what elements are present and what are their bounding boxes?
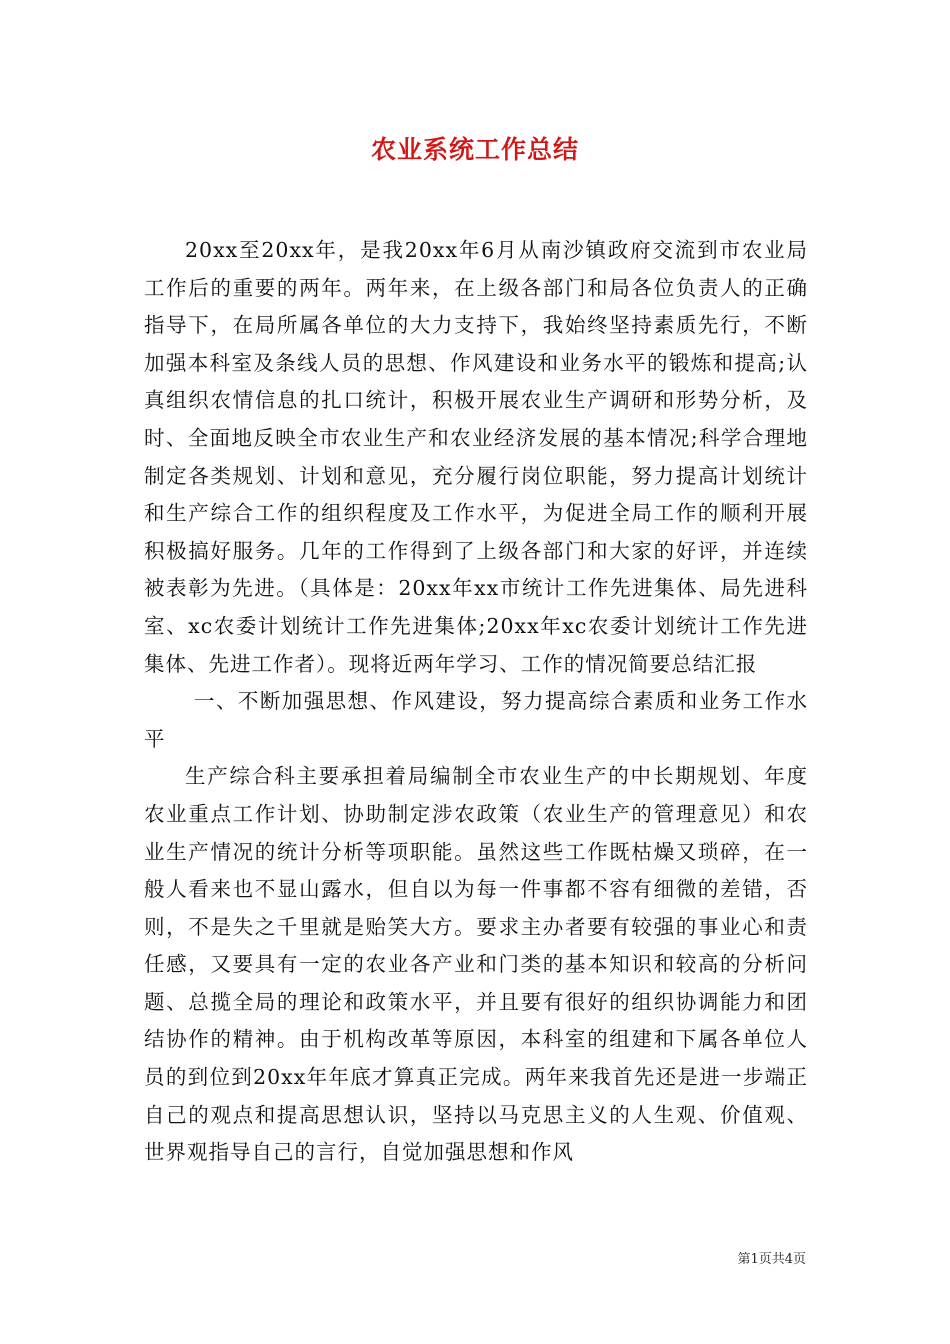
paragraph-section-1: 生产综合科主要承担着局编制全市农业生产的中长期规划、年度农业重点工作计划、协助制定涉农政策（农业生产的管理意见）和农业生产情况的统计分析等项职能。虽然这些工作既枯燥又琐碎，在一般人看来也不显山露水，但自以为每一件事都不容有细微的差错，否则，不是失之千里就是贻笑大方。要求主办者要有较强的事业心和责任感，又要具有一定的农业各产业和门类的基本知识和较高的分析问题、总揽全局的理论和政策水平，并且要有很好的组织协调能力和团结协作的精神。由于机构改革等原因，本科室的组建和下属各单位人员的到位到20xx年年底才算真正完成。两年来我首先还是进一步端正自己的观点和提高思想认识，坚持以马克思主义的人生观、价值观、世界观指导自己的言行，自觉加强思想和作风 — [144, 764, 808, 1165]
document-title: 农业系统工作总结 — [370, 135, 579, 164]
document-body — [144, 232, 808, 1172]
paragraph-intro: 20xx至20xx年，是我20xx年6月从南沙镇政府交流到市农业局工作后的重要的两年。两年来，在上级各部门和局各位负责人的正确指导下，在局所属各单位的大力支持下，我始终坚持素质先行，不断加强本科室及条线人员的思想、作风建设和业务水平的锻炼和提高;认真组织农情信息的扎口统计，积极开展农业生产调研和形势分析，及时、全面地反映全市农业生产和农业经济发展的基本情况;科学合理地制定各类规划、计划和意见，充分履行岗位职能，努力提高计划统计和生产综合工作的组织程度及工作水平，为促进全局工作的顺利开展积极搞好服务。几年的工作得到了上级各部门和大家的好评，并连续被表彰为先进。（具体是：20xx年xx市统计工作先进集体、局先进科室、xc农委计划统计工作先进集体;20xx年xc农委计划统计工作先进集体、先进工作者）。现将近两年学习、工作的情况简要总结汇报 — [144, 238, 808, 676]
page-number: 第1页共4页 — [737, 1252, 806, 1267]
section-heading-1: 一、不断加强思想、作风建设，努力提高综合素质和业务工作水平 — [144, 689, 808, 751]
